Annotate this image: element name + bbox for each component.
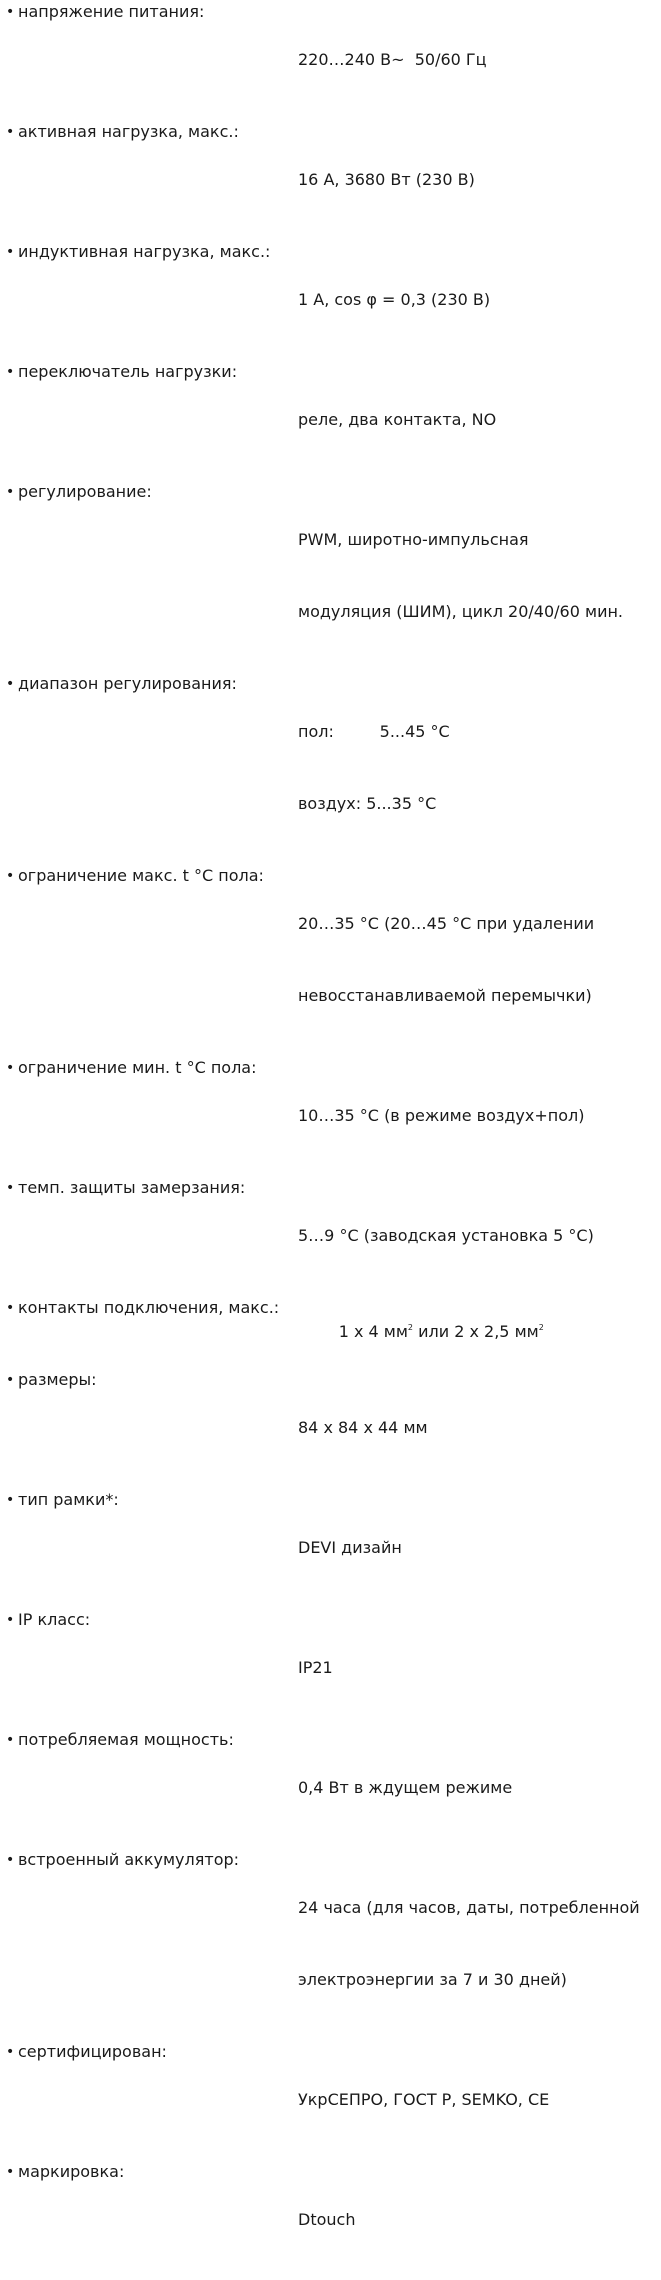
spec-label: потребляемая мощность: [18,1730,234,1749]
spec-row-supply-voltage [6,0,661,120]
spec-value-line: пол: 5...45 °C [298,722,450,741]
spec-value [298,120,661,240]
spec-value-line: 20…35 °C (20…45 °C при удалении [298,914,595,933]
spec-value [298,1608,661,1728]
bullet: • [6,1852,15,1868]
spec-row-load-switch [6,360,661,480]
spec-row-regulation [6,480,661,672]
spec-label: сертифицирован: [18,2042,167,2061]
spec-value-line: 5…9 °C (заводская установка 5 °C) [298,1226,594,1245]
spec-value-line: 0,4 Вт в ждущем режиме [298,1778,513,1797]
spec-label: встроенный аккумулятор: [18,1850,240,1869]
bullet: • [6,244,15,260]
bullet: • [6,1732,15,1748]
spec-label: ограничение макс. t °C пола: [18,866,264,885]
spec-label: диапазон регулирования: [18,674,237,693]
spec-label: ограничение мин. t °C пола: [18,1058,257,1077]
spec-label: напряжение питания: [18,2,205,21]
superscript-2: 2 [538,1323,544,1332]
spec-list [6,0,661,2280]
bullet: • [6,124,15,140]
spec-value-line: модуляция (ШИМ), цикл 20/40/60 мин. [298,602,624,621]
spec-value-line: PWM, широтно-импульсная [298,530,529,549]
spec-value [298,0,661,120]
spec-value-line: Dtouch [298,2210,356,2229]
spec-value [298,1728,661,1848]
spec-value-line: IP21 [298,1658,333,1677]
bullet: • [6,868,15,884]
spec-label: активная нагрузка, макс.: [18,122,239,141]
spec-value-part: или 2 x 2,5 мм [413,1322,539,1341]
spec-value [298,2040,661,2160]
spec-row-frost-protection-temp [6,1176,661,1296]
spec-value-line: УкрСЕПРО, ГОСТ Р, SEMKO, CE [298,2090,550,2109]
spec-label: контакты подключения, макс.: [18,1298,280,1317]
spec-value-line: 10…35 °C (в режиме воздух+пол) [298,1106,585,1125]
spec-row-certification [6,2040,661,2160]
spec-label: размеры: [18,1370,97,1389]
spec-label: маркировка: [18,2162,125,2181]
spec-row-ip-class [6,1608,661,1728]
bullet: • [6,1372,15,1388]
spec-value [298,1848,661,2040]
spec-label: индуктивная нагрузка, макс.: [18,242,271,261]
bullet: • [6,1060,15,1076]
bullet: • [6,4,15,20]
spec-row-power-consumption [6,1728,661,1848]
spec-row-dimensions [6,1368,661,1488]
spec-value-line: воздух: 5...35 °C [298,794,437,813]
spec-value-line: 16 А, 3680 Вт (230 В) [298,170,475,189]
spec-value-line: 24 часа (для часов, даты, потребленной [298,1898,640,1917]
spec-value [298,1368,661,1488]
bullet: • [6,1612,15,1628]
bullet: • [6,484,15,500]
spec-value-part: 1 x 4 мм [338,1322,408,1341]
spec-row-built-in-battery [6,1848,661,2040]
spec-value-line: DEVI дизайн [298,1538,402,1557]
spec-value [298,1488,661,1608]
superscript-2: 2 [407,1323,414,1332]
spec-value-line: электроэнергии за 7 и 30 дней) [298,1970,567,1989]
spec-value [298,1056,661,1176]
spec-row-connection-terminals [6,1296,661,1368]
spec-value [298,360,661,480]
spec-value [298,240,661,360]
bullet: • [6,2044,15,2060]
bullet: • [6,1180,15,1196]
bullet: • [6,1300,15,1316]
spec-row-max-floor-temp-limit [6,864,661,1056]
spec-row-min-floor-temp-limit [6,1056,661,1176]
spec-value [298,1176,661,1296]
spec-label: переключатель нагрузки: [18,362,238,381]
spec-row-regulation-range [6,672,661,864]
spec-value [298,480,661,672]
spec-value [298,2160,661,2280]
spec-value [298,1296,661,1368]
bullet: • [6,1492,15,1508]
spec-label: IP класс: [18,1610,91,1629]
spec-value-line: 220…240 В~ 50/60 Гц [298,50,487,69]
spec-value-line: невосстанавливаемой перемычки) [298,986,592,1005]
spec-row-active-load [6,120,661,240]
spec-value [298,672,661,864]
spec-label: регулирование: [18,482,152,501]
spec-row-marking [6,2160,661,2280]
spec-value-line: реле, два контакта, NO [298,410,497,429]
spec-value-line: 84 x 84 x 44 мм [298,1418,428,1437]
spec-row-frame-type [6,1488,661,1608]
spec-row-inductive-load [6,240,661,360]
bullet: • [6,2164,15,2180]
bullet: • [6,676,15,692]
spec-value-line: 1 А, cos φ = 0,3 (230 В) [298,290,491,309]
spec-label: темп. защиты замерзания: [18,1178,246,1197]
bullet: • [6,364,15,380]
spec-value [298,864,661,1056]
spec-label: тип рамки*: [18,1490,119,1509]
